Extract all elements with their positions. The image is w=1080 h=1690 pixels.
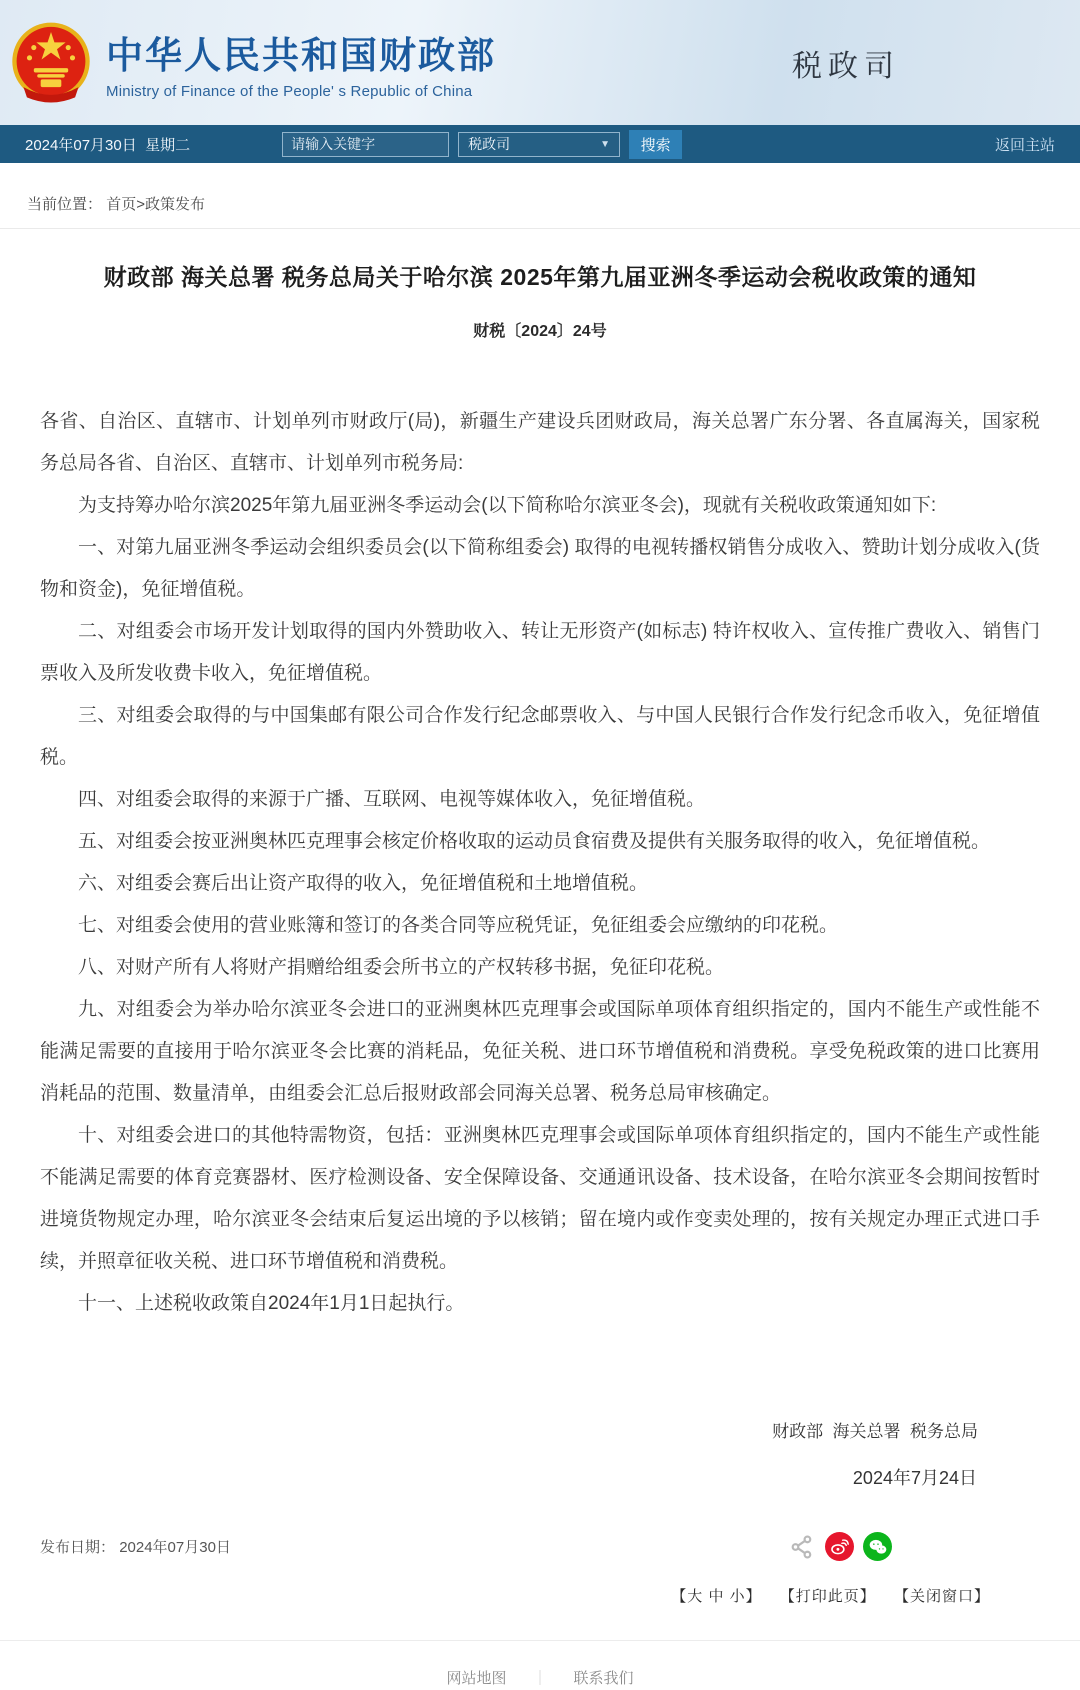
site-header xyxy=(0,0,1080,125)
chevron-down-icon: ▼ xyxy=(600,138,611,150)
paragraph: 七、对组委会使用的营业账簿和签订的各类合同等应税凭证，免征组委会应缴纳的印花税。 xyxy=(78,915,839,936)
document-body xyxy=(40,401,1040,1325)
breadcrumb xyxy=(0,163,1080,229)
national-emblem-logo xyxy=(8,20,94,106)
paragraph: 一、对第九届亚洲冬季运动会组织委员会(以下简称组委会) 取得的电视转播权销售分成收入、赞助计划分成收入(货物和资金)，免征增值税。 xyxy=(40,537,1040,600)
site-title: 中华人民共和国财政部 xyxy=(106,35,496,76)
document-title: 财政部 海关总署 税务总局关于哈尔滨 2025年第九届亚洲冬季运动会税收政策的通知 xyxy=(103,264,977,290)
publish-date xyxy=(40,1536,231,1557)
issuing-authorities: 财政部 海关总署 税务总局 xyxy=(772,1422,978,1441)
search-scope-select[interactable] xyxy=(458,132,620,157)
footer-links xyxy=(446,1667,633,1688)
footer-separator: ｜ xyxy=(532,1670,548,1687)
share-icon[interactable] xyxy=(787,1532,816,1561)
search-scope-value: 税政司 xyxy=(468,136,511,152)
paragraph: 五、对组委会按亚洲奥林匹克理事会核定价格收取的运动员食宿费及提供有关服务取得的收入，免征增值税。 xyxy=(78,831,991,852)
paragraph: 十一、上述税收政策自2024年1月1日起执行。 xyxy=(78,1293,465,1314)
contact-link[interactable]: 联系我们 xyxy=(573,1670,634,1687)
brand xyxy=(8,20,496,106)
article xyxy=(0,229,1080,1606)
search-button[interactable]: 搜索 xyxy=(629,130,682,159)
font-size-control[interactable]: 【大 中 小】 xyxy=(671,1588,762,1605)
current-date: 2024年07月30日 星期二 xyxy=(25,136,191,154)
publish-date-label: 发布日期： xyxy=(40,1539,116,1556)
paragraph: 三、对组委会取得的与中国集邮有限公司合作发行纪念邮票收入、与中国人民银行合作发行纪念币收入，免征增值税。 xyxy=(40,705,1040,768)
page-controls xyxy=(40,1585,1040,1606)
site-footer xyxy=(0,1640,1080,1690)
breadcrumb-label: 当前位置： xyxy=(27,196,103,213)
sitemap-link[interactable]: 网站地图 xyxy=(446,1670,507,1687)
search-input[interactable] xyxy=(282,132,449,157)
paragraph: 为支持筹办哈尔滨2025年第九届亚洲冬季运动会(以下简称哈尔滨亚冬会)，现就有关税收政策通知如下: xyxy=(78,495,937,516)
back-to-main-link[interactable]: 返回主站 xyxy=(994,136,1055,154)
paragraph: 二、对组委会市场开发计划取得的国内外赞助收入、转让无形资产(如标志) 特许权收入、宣传推广费收入、销售门票收入及所发收费卡收入，免征增值税。 xyxy=(40,621,1040,684)
site-subtitle: Ministry of Finance of the People' s Republic of China xyxy=(106,83,473,100)
navbar xyxy=(0,125,1080,163)
paragraph: 八、对财产所有人将财产捐赠给组委会所书立的产权转移书据，免征印花税。 xyxy=(78,957,725,978)
brand-text xyxy=(106,25,496,100)
document-number: 财税〔2024〕24号 xyxy=(473,323,607,340)
department-title: 税政司 xyxy=(792,49,900,83)
paragraph: 各省、自治区、直辖市、计划单列市财政厅(局)，新疆生产建设兵团财政局，海关总署广东分署、各直属海关，国家税务总局各省、自治区、直辖市、计划单列市税务局: xyxy=(40,411,1040,474)
close-window-button[interactable]: 【关闭窗口】 xyxy=(893,1588,990,1605)
print-page-button[interactable]: 【打印此页】 xyxy=(779,1588,876,1605)
publish-date-value: 2024年07月30日 xyxy=(119,1539,231,1556)
weibo-icon[interactable] xyxy=(825,1532,854,1561)
paragraph: 四、对组委会取得的来源于广播、互联网、电视等媒体收入，免征增值税。 xyxy=(78,789,706,810)
paragraph: 十、对组委会进口的其他特需物资，包括：亚洲奥林匹克理事会或国际单项体育组织指定的，国内不能生产或性能不能满足需要的体育竞赛器材、医疗检测设备、安全保障设备、交通通讯设备、技术设备，在哈尔滨亚冬会期间按暂时进境货物规定办理，哈尔滨亚冬会结束后复运出境的予以核销；留在境内或作变卖处理的，按有关规定办理正式进口手续，并照章征收关税、进口环节增值税和消费税。 xyxy=(40,1125,1040,1272)
signing-date: 2024年7月24日 xyxy=(852,1468,977,1488)
paragraph: 六、对组委会赛后出让资产取得的收入，免征增值税和土地增值税。 xyxy=(78,873,649,894)
paragraph: 九、对组委会为举办哈尔滨亚冬会进口的亚洲奥林匹克理事会或国际单项体育组织指定的，国内不能生产或性能不能满足需要的直接用于哈尔滨亚冬会比赛的消耗品，免征关税、进口环节增值税和消费税。享受免税政策的进口比赛用消耗品的范围、数量清单，由组委会汇总后报财政部会同海关总署、税务总局审核确定。 xyxy=(40,999,1040,1104)
meta-row xyxy=(40,1532,1040,1561)
wechat-icon[interactable] xyxy=(863,1532,892,1561)
breadcrumb-path[interactable]: 首页>政策发布 xyxy=(106,196,205,213)
share-bar xyxy=(787,1532,892,1561)
